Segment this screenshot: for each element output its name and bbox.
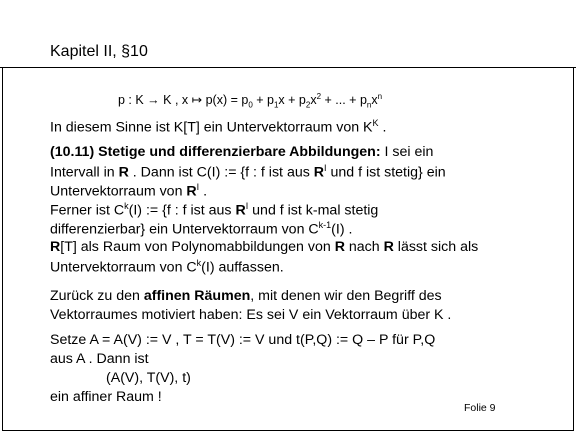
page-title: Kapitel II, §10: [50, 43, 148, 60]
text-line: R[T] als Raum von Polynomabbildungen von R nach R lässt sich als: [50, 239, 479, 255]
text-line: Ferner ist $C^k(I)$ := {f : f ist aus $R^I$ und f ist k-mal stetig: [50, 201, 379, 219]
text-line: Untervektorraum von $R^I$ .: [50, 182, 208, 200]
slide-number: Folie 9: [464, 402, 496, 414]
text-line: Setze A = A(V) := V , T = T(V) := V und t(P,Q) := Q – P für P,Q: [50, 332, 436, 348]
affine-triple: (A(V), T(V), t): [106, 370, 191, 386]
definition-heading: (10.11) Stetige und differenzierbare Abbildungen: I sei ein: [50, 144, 434, 160]
polynomial-formula: p : K → K , x ↦ $p(x) = p_0 + p_1x + p_2x^2$ + ... + $p_nx^n$: [118, 92, 383, 110]
text-line: differenzierbar} ein Untervektorraum von $C^{k-1}(I)$ .: [50, 220, 353, 238]
text-line: Intervall in R . Dann ist C(I) := {f : f ist aus $R^I$ und f ist stetig} ein: [50, 163, 446, 181]
text-line: Untervektorraum von $C^k(I)$ auffassen.: [50, 258, 284, 276]
text-line: Vektorraumes motiviert haben: Es sei V ein Vektorraum über K .: [50, 307, 452, 323]
text-line: aus A . Dann ist: [50, 351, 149, 367]
text-line: In diesem Sinne ist K[T] ein Untervektorraum von $K^K$ .: [50, 118, 387, 136]
text-line: ein affiner Raum !: [50, 389, 162, 405]
text-line: Zurück zu den affinen Räumen, mit denen wir den Begriff des: [50, 288, 442, 304]
